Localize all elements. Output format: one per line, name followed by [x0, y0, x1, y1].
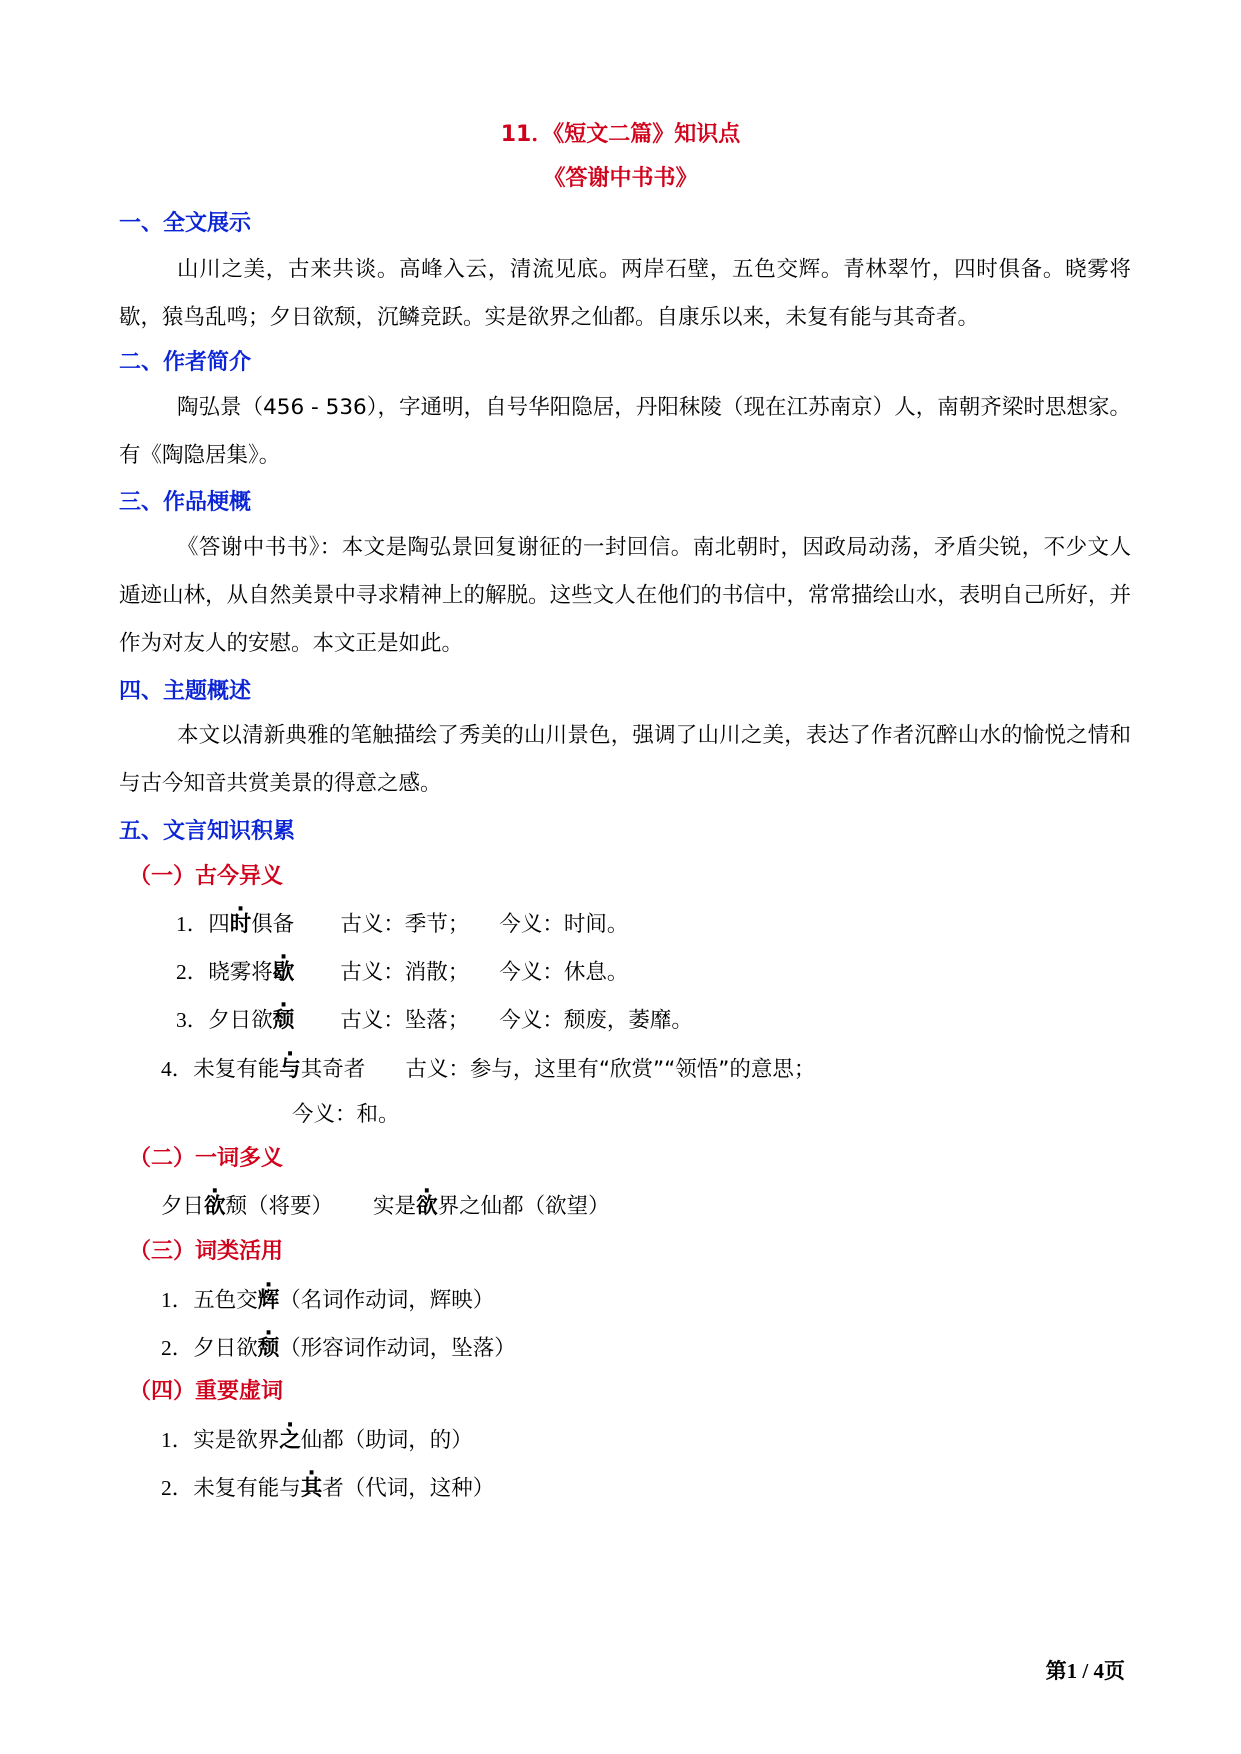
section-heading-full-text: 一、全文展示 — [119, 211, 252, 236]
section-body-synopsis: 《答谢中书书》：本文是陶弘景回复谢征的一封回信。南北朝时，因政局动荡，矛盾尖锐，不少文人遁迹山林，从自然美景中寻求精神上的解脱。这些文人在他们的书信中，常常描绘山水，表明自己所好，并作为对友人的安慰。本文正是如此。 — [119, 535, 1131, 656]
list-item: 1．实是欲界之仙都（助词，的） — [161, 1428, 473, 1453]
emphasis-word: 之 — [279, 1428, 301, 1453]
list-item: 2．夕日欲颓（形容词作动词，坠落） — [161, 1336, 516, 1361]
page-number: 第1 / 4页 — [1045, 1659, 1125, 1683]
emphasis-word: 欲 — [416, 1194, 438, 1219]
emphasis-word: 时 — [229, 912, 252, 937]
emphasis-word: 颓 — [272, 1008, 295, 1033]
list-item-continuation: 今义：和。 — [292, 1102, 400, 1127]
section-body-author: 陶弘景（456 - 536），字通明，自号华阳隐居，丹阳秣陵（现在江苏南京）人，南朝齐梁时思想家。有《陶隐居集》。 — [119, 395, 1131, 468]
emphasis-word: 与 — [279, 1057, 301, 1082]
subsection-heading-word-class: （三）词类活用 — [129, 1239, 284, 1264]
list-item: 4．未复有能与其奇者 古义：参与，这里有“欣赏”“领悟”的意思； — [161, 1057, 816, 1082]
list-item: 夕日欲颓（将要） 实是欲界之仙都（欲望） — [161, 1194, 610, 1219]
document-title: 11．《短文二篇》知识点 — [500, 122, 741, 147]
section-heading-synopsis: 三、作品梗概 — [119, 490, 252, 515]
subsection-heading-polysemy: （二）一词多义 — [129, 1146, 284, 1171]
section-body-full-text: 山川之美，古来共谈。高峰入云，清流见底。两岸石壁，五色交辉。青林翠竹，四时俱备。晓雾将歇，猿鸟乱鸣；夕日欲颓，沉鳞竞跃。实是欲界之仙都。自康乐以来，未复有能与其奇者。 — [119, 257, 1131, 330]
list-item: 1．五色交辉（名词作动词，辉映） — [161, 1288, 495, 1313]
subsection-heading-ancient-modern: （一）古今异义 — [129, 864, 284, 889]
list-item: 1．四时俱备 古义：季节； 今义：时间。 — [176, 912, 629, 937]
document-subtitle: 《答谢中书书》 — [543, 166, 698, 191]
emphasis-word: 歇 — [272, 960, 295, 985]
section-body-theme: 本文以清新典雅的笔触描绘了秀美的山川景色，强调了山川之美，表达了作者沉醉山水的愉悦之情和与古今知音共赏美景的得意之感。 — [119, 723, 1131, 796]
emphasis-word: 辉 — [257, 1288, 280, 1313]
section-heading-knowledge: 五、文言知识积累 — [119, 819, 296, 844]
emphasis-word: 其 — [300, 1476, 323, 1501]
emphasis-word: 欲 — [204, 1194, 226, 1219]
section-heading-author: 二、作者简介 — [119, 350, 252, 375]
list-item: 3．夕日欲颓 古义：坠落； 今义：颓废，萎靡。 — [176, 1008, 693, 1033]
list-item: 2．晓雾将歇 古义：消散； 今义：休息。 — [176, 960, 629, 985]
section-heading-theme: 四、主题概述 — [119, 679, 252, 704]
list-item: 2．未复有能与其者（代词，这种） — [161, 1476, 495, 1501]
emphasis-word: 颓 — [257, 1336, 280, 1361]
subsection-heading-function-words: （四）重要虚词 — [129, 1379, 284, 1404]
